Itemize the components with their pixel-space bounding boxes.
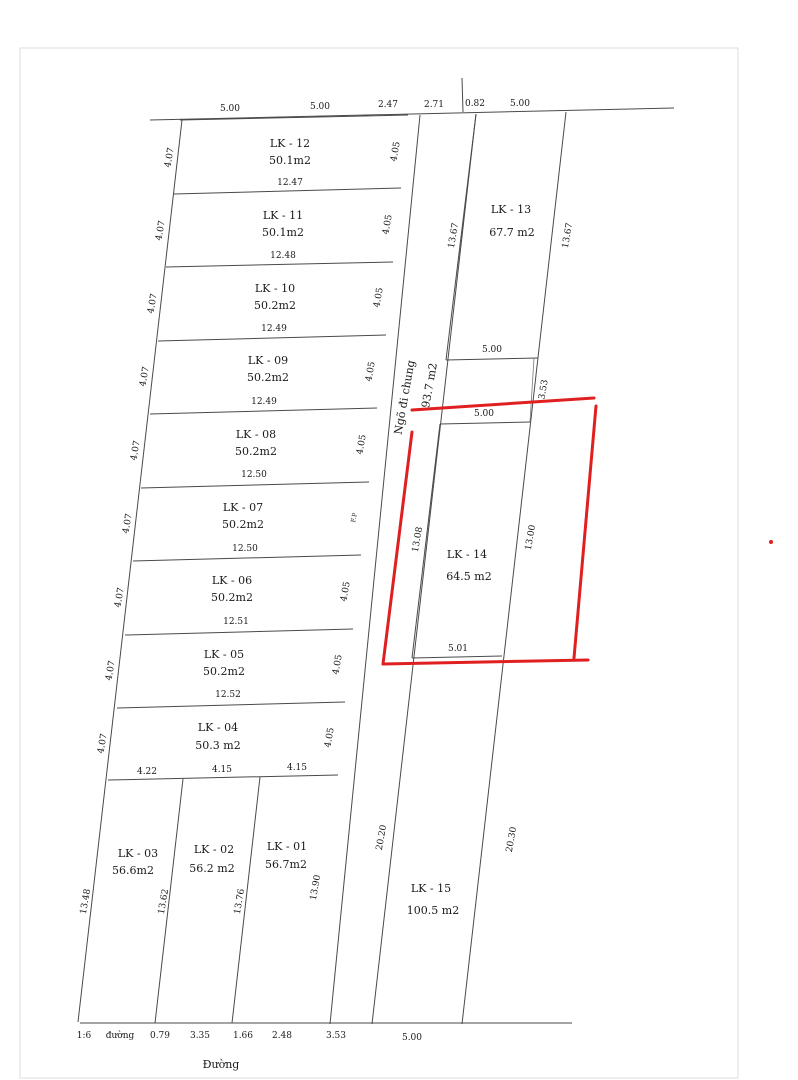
alley-width-2: 4.05 [381,213,395,236]
lot-code-lk-04: LK - 04 [197,721,239,734]
lot-front-lk-08: 12.50 [241,470,267,480]
lk-15-left-depth: 20.20 [374,824,390,852]
alley-width-4: 4.05 [364,360,378,383]
lot-area-lk-04: 50.3 m2 [195,739,241,752]
lot-code-lk-08: LK - 08 [235,428,277,441]
lot-area-lk-15: 100.5 m2 [406,904,460,917]
red-dot [769,540,773,544]
lk-14-top-width: 5.00 [473,409,495,419]
left-width-7: 4.07 [113,586,127,609]
lower-depth-4: 13.90 [308,874,324,902]
lot-front-lk-09: 12.49 [251,397,277,407]
row4-dim-1: 4.22 [136,767,158,777]
lot-front-lk-12: 12.47 [277,178,303,188]
lot-code-lk-12: LK - 12 [269,137,311,150]
top-dim-5: 0.82 [464,99,486,109]
bottom-dim-1: 0.79 [149,1031,171,1041]
lot-code-lk-02: LK - 02 [193,843,235,856]
top-dim-3: 2.47 [377,100,399,110]
lk-13-right-depth: 13.67 [560,222,576,250]
alley-width-7: 4.05 [331,653,345,676]
bottom-dim-5: 3.53 [325,1031,347,1041]
bottom-dim-4: 2.48 [271,1031,293,1041]
bottom-partial-1: 1:6 [76,1031,92,1041]
top-dim-2: 5.00 [309,102,331,112]
bottom-partial-2: đường [105,1031,135,1041]
lot-area-lk-09: 50.2m2 [247,371,289,384]
lot-front-lk-10: 12.49 [261,324,287,334]
lot-front-lk-05: 12.52 [215,690,241,700]
row4-dim-3: 4.15 [286,763,308,773]
road-label: Đường [202,1058,240,1071]
connector-dim: 3.53 [537,378,551,401]
alley-mark: F.P [350,512,359,524]
lot-code-lk-05: LK - 05 [203,648,245,661]
lot-area-lk-06: 50.2m2 [211,591,253,604]
row4-dim-2: 4.15 [211,765,233,775]
lot-area-lk-08: 50.2m2 [235,445,277,458]
alley-width-8: 4.05 [323,726,337,749]
alley-area: 93.7 m2 [419,361,440,409]
lot-code-lk-06: LK - 06 [211,574,253,587]
lot-front-lk-11: 12.48 [270,251,296,261]
lot-code-lk-15: LK - 15 [410,882,452,895]
lot-area-lk-12: 50.1m2 [269,154,311,167]
left-width-9: 4.07 [96,732,110,755]
lot-area-lk-14: 64.5 m2 [446,570,492,583]
lot-front-lk-07: 12.50 [232,544,258,554]
left-width-4: 4.07 [138,365,152,388]
top-dim-1: 5.00 [219,104,241,114]
lot-area-lk-13: 67.7 m2 [489,226,535,239]
bottom-dim-6: 5.00 [401,1033,423,1043]
lot-area-lk-03: 56.6m2 [112,864,154,877]
left-width-3: 4.07 [146,292,160,315]
lot-area-lk-02: 56.2 m2 [189,862,235,875]
lower-depth-1: 13.48 [78,888,94,916]
alley-width-1: 4.05 [389,140,403,163]
lot-area-lk-07: 50.2m2 [222,518,264,531]
bottom-dim-2: 3.35 [189,1031,211,1041]
lot-code-lk-13: LK - 13 [490,203,532,216]
left-width-5: 4.07 [129,439,143,462]
alley-width-5: 4.05 [355,433,369,456]
lot-code-lk-09: LK - 09 [247,354,289,367]
lot-front-lk-06: 12.51 [223,617,249,627]
lot-area-lk-11: 50.1m2 [262,226,304,239]
lot-code-lk-10: LK - 10 [254,282,296,295]
lot-area-lk-10: 50.2m2 [254,299,296,312]
lot-code-lk-07: LK - 07 [222,501,264,514]
lot-code-lk-03: LK - 03 [117,847,159,860]
lot-area-lk-01: 56.7m2 [265,858,307,871]
alley-width-6: 4.05 [339,580,353,603]
top-dim-4: 2.71 [423,100,445,110]
alley-label: Ngõ đi chung [391,359,418,436]
left-width-2: 4.07 [154,219,168,242]
lot-code-lk-11: LK - 11 [262,209,304,222]
lot-code-lk-01: LK - 01 [266,840,308,853]
paper-sheet [20,48,738,1078]
alley-width-3: 4.05 [372,286,386,309]
lk-14-bottom-width: 5.01 [447,644,469,654]
left-width-1: 4.07 [163,146,177,169]
bottom-dim-3: 1.66 [232,1031,254,1041]
lower-depth-3: 13.76 [232,888,248,916]
lk-13-bottom-width: 5.00 [481,345,503,355]
lk-14-right-depth: 13.00 [523,524,539,552]
lower-depth-2: 13.62 [156,888,172,916]
lk-14-left-depth: 13.08 [410,526,426,554]
left-width-8: 4.07 [104,659,118,682]
left-width-6: 4.07 [121,512,135,535]
lot-area-lk-05: 50.2m2 [203,665,245,678]
lk-13-left-depth: 13.67 [446,222,462,250]
lot-code-lk-14: LK - 14 [446,548,488,561]
top-dim-6: 5.00 [509,99,531,109]
lk-15-right-depth: 20.30 [504,826,520,854]
